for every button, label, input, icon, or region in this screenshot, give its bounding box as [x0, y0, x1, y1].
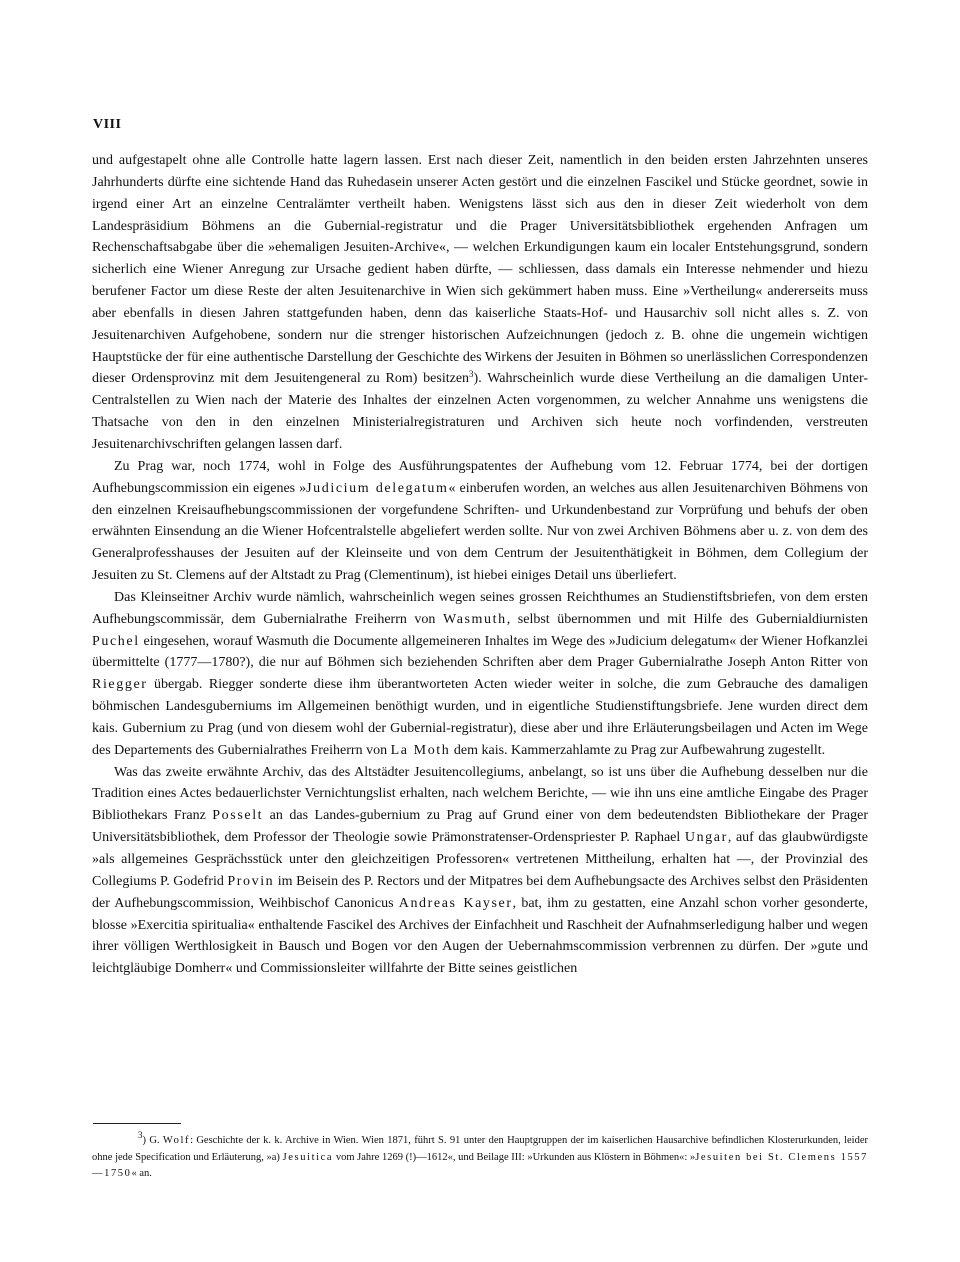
- footnote-marker: 3: [138, 1130, 143, 1140]
- paragraph-1: und aufgestapelt ohne alle Controlle hatte lagern lassen. Erst nach dieser Zeit, namentlich in den beiden ersten Jahrzehnten unseres Jahrhunderts dürfte eine sichtende Hand das Ruhedasein unserer Acten gestört und die einzelnen Fascikel und Stücke geordnet, sowie in irgend einer Art an einzelne Centralämter vertheilt haben. Wenigstens lässt sich aus den in dieser Zeit wiederholt von dem Landespräsidium Böhmens an die Gubernial-registratur und die Prager Universitätsbibliothek ergehenden Anfragen um Rechenschaftsabgabe über die »ehemaligen Jesuiten-Archive«, — welchen Erkundigungen kaum ein localer Entstehungsgrund, sondern sicherlich eine Wiener Anregung zur Ursache gedient haben dürfte, — schliessen, dass damals ein Interesse nehmender und hiezu berufener Factor um diese Reste der alten Jesuitenarchive in Wien sich gekümmert haben muss. Eine »Vertheilung« andererseits muss aber ebenfalls in diesen Jahren stattgefunden haben, denn das kaiserliche Staats-Hof- und Hausarchiv soll nicht alles s. Z. von Jesuitenarchiven Aufgehobene, sondern nur die strenger historischen Aufzeichnungen (jedoch z. B. ohne die ungemein wichtigen Hauptstücke der für eine authentische Darstellung der Geschichte des Wirkens der Jesuiten in Böhmen so unerlässlichen Correspondenzen dieser Ordensprovinz mit dem Jesuitengeneral zu Rom) besitzen$^3$). Wahrscheinlich wurde diese Vertheilung an die damaligen Unter-Centralstellen zu Wien nach der Materie des Inhaltes der einzelnen Acten vorgenommen, zu welcher Annahme uns wenigstens die Thatsache von den in den einzelnen Ministerialregistraturen und Archiven sich heute noch vorfindenden, verstreuten Jesuitenarchivschriften gelangen lassen darf.: [92, 153, 868, 452]
- spaced-name: Riegger: [92, 677, 148, 693]
- spaced-name: Posselt: [212, 808, 264, 824]
- spaced-name: Provin: [227, 873, 275, 889]
- spaced-name: Puchel: [92, 633, 140, 649]
- spaced-name: Wasmuth: [443, 611, 507, 627]
- footnote-ref-3[interactable]: 3: [469, 369, 474, 380]
- paragraph-3: Das Kleinseitner Archiv wurde nämlich, wahrscheinlich wegen seines grossen Reichthumes an Studienstiftsbriefen, von dem ersten Aufhebungscommissär, dem Gubernialrathe Freiherrn von Wasmuth, selbst übernommen und mit Hilfe des Gubernialdiurnisten Puchel eingesehen, worauf Wasmuth die Documente allgemeineren Inhaltes im Wege des »Judicium delegatum« der Wiener Hofkanzlei übermittelte (1777—1780?), die nur auf Böhmen sich beziehenden Schriften aber dem Prager Gubernialrathe Joseph Anton Ritter von Riegger übergab. Riegger sonderte diese ihm überantworteten Acten wieder weiter in solche, die zum Gebrauche des damaligen böhmischen Landesguberniums im Allgemeinen benöthigt wurden, und in eigentliche Studienstiftungsbriefe. Jene wurden direct dem kais. Gubernium zu Prag (und von diesem wohl der Gubernial-registratur), diese aber und ihre Erläuterungsbeilagen und Acten im Wege des Departements des Gubernialrathes Freiherrn von La Moth dem kais. Kammerzahlamte zu Prag zur Aufbewahrung zugestellt.: [92, 589, 868, 758]
- spaced-name: Andreas Kayser: [398, 895, 513, 911]
- spaced-name: Wolf: [162, 1135, 191, 1146]
- spaced-name: Ungar: [684, 830, 728, 846]
- page-number: VIII: [93, 117, 122, 132]
- main-text: [92, 150, 868, 980]
- spaced-term: Jesuiten bei St. Clemens 1557—1750: [92, 1151, 868, 1179]
- spaced-term: Judicium delegatum: [306, 480, 449, 496]
- footnote-divider: [93, 1123, 181, 1124]
- paragraph-2: Zu Prag war, noch 1774, wohl in Folge des Ausführungspatentes der Aufhebung vom 12. Februar 1774, bei der dortigen Aufhebungscommission ein eigenes »Judicium delegatum« einberufen worden, an welches aus allen Jesuitenarchiven Böhmens von den einzelnen Kreisaufhebungscommissionen der vorgefundene Schriften- und Urkundenbestand zur Vorprüfung und behufs der oben erwähnten Einsendung an die Wiener Hofcentralstelle abgeliefert werden sollte. Nur von zwei Archiven Böhmens aber u. z. von dem des Generalprofesshauses der Jesuiten auf der Kleinseite und von dem Centrum der Jesuitenthätigkeit in Böhmen, dem Collegium der Jesuiten zu St. Clemens auf der Altstadt zu Prag (Clementinum), ist hiebei einiges Detail uns überliefert.: [92, 458, 868, 584]
- paragraph-4: Was das zweite erwähnte Archiv, das des Altstädter Jesuitencollegiums, anbelangt, so ist uns über die Aufhebung desselben nur die Tradition eines Actes bedauerlichster Vernichtungslist erhalten, nach welchem Berichte, — wie ihn uns eine amtliche Eingabe des Prager Bibliothekars Franz Posselt an das Landes-gubernium zu Prag auf Grund einer von dem bedeutendsten Bibliothekare der Prager Universitätsbibliothek, dem Professor der Theologie sowie Prämonstratenser-Ordenspriester P. Raphael Ungar, auf das glaubwürdigste »als allgemeines Gesprächsstück unter den gleichzeitigen Professoren« vertretenen Mittheilung, erhalten hat —, der Provinzial des Collegiums P. Godefrid Provin im Beisein des P. Rectors und der Mitpatres bei dem Aufhebungsacte des Archives selbst den Präsidenten der Aufhebungscommission, Weihbischof Canonicus Andreas Kayser, bat, ihm zu gestatten, eine Anzahl schon vorher gesonderte, blosse »Exercitia spiritualia« enthaltende Fascikel des Archives der Einfachheit und Raschheit der Aufnahmserledigung halber und wegen ihrer völligen Werthlosigkeit in Bausch und Bogen vor den Augen der Uebernahmscommission verbrennen zu dürfen. Der »gute und leichtgläubige Domherr« und Commissionsleiter willfahrte der Bitte seines geistlichen: [92, 764, 869, 977]
- spaced-term: Jesuitica: [282, 1151, 334, 1163]
- spaced-name: La Moth: [390, 742, 451, 758]
- footnote-3: $^3$) G. Wolf: Geschichte der k. k. Archive in Wien. Wien 1871, führt S. 91 unter den Hauptgruppen der im kaiserlichen Hausarchive befindlichen Klosterurkunden, leider ohne jede Specification und Erläuterung, »a) Jesuitica vom Jahre 1269 (!)—1612«, und Beilage III: »Urkunden aus Klöstern in Böhmen«: »Jesuiten bei St. Clemens 1557—1750« an.: [92, 1130, 868, 1179]
